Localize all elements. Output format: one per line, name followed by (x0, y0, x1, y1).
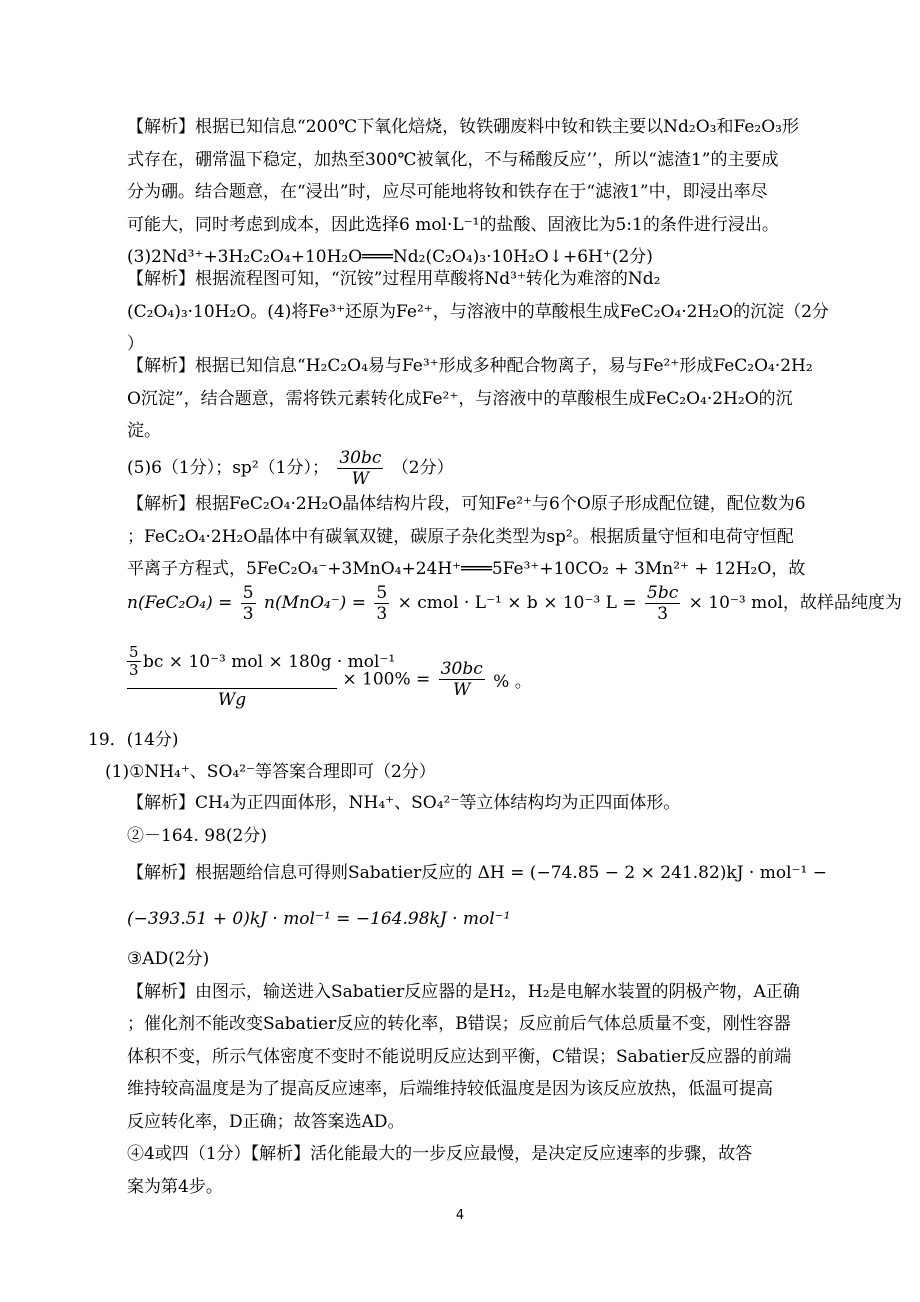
text-line: ） (127, 334, 144, 354)
text-line: 【解析】由图示，输送进入Sabatier反应器的是H₂，H₂是电解水装置的阴极产物，A正确 (127, 981, 800, 1002)
question-number: 19．(14分) (88, 730, 179, 750)
eq-term: × 100% = (342, 669, 431, 690)
fraction-numerator: 5 (242, 583, 254, 603)
fraction-denominator: 3 (657, 604, 669, 624)
text-line: 可能大，同时考虑到成本，因此选择6 mol·L⁻¹的盐酸、固液比为5:1的条件进行浸出。 (127, 214, 779, 235)
text-line: 淀。 (127, 421, 161, 441)
fraction-numerator: 5 (129, 643, 139, 661)
text-line: 【解析】根据已知信息“200℃下氧化焙烧，钕铁硼废料中钕和铁主要以Nd₂O₃和Fe₂O₃形 (127, 117, 799, 137)
text-line: 分为硼。结合题意，在“浸出”时，应尽可能地将钕和铁存在于“滤液1”中，即浸出率尽 (127, 182, 768, 202)
question-19-body-2 (127, 943, 827, 1203)
equation-line: 平离子方程式，5FeC₂O₄⁻+3MnO₄+24H⁺═══5Fe³⁺+10CO₂ + 3Mn²⁺ + 12H₂O，故 (127, 559, 806, 579)
text-line: 案为第4步。 (127, 1176, 223, 1197)
fraction (241, 583, 256, 624)
analysis-block-3 (127, 350, 827, 448)
big-fraction-numerator-text: bc × 10⁻³ mol × 180g · mol⁻¹ (143, 652, 396, 672)
fraction-denominator: W (351, 469, 370, 489)
fraction-denominator: 3 (129, 661, 139, 679)
question-19-part-1 (105, 756, 805, 789)
fraction (439, 659, 485, 700)
question-19-body (127, 787, 827, 852)
fraction-numerator: 5bc (647, 583, 679, 603)
text-line: 【解析】CH₄为正四面体形，NH₄⁺、SO₄²⁻等立体结构均为正四面体形。 (127, 793, 681, 813)
fraction (374, 583, 389, 624)
text-line: O沉淀”，结合题意，需将铁元素转化成Fe²⁺，与溶液中的草酸根生成FeC₂O₄·2H₂O的沉 (127, 388, 793, 409)
fraction-denominator: 3 (376, 604, 388, 624)
eq-term: × cmol · L⁻¹ × b × 10⁻³ L = (397, 593, 637, 613)
fraction-denominator: W (453, 680, 471, 700)
fraction-numerator: 30bc (440, 659, 483, 679)
eq-tail: × 10⁻³ mol，故样品纯度为 (688, 593, 902, 613)
delta-h-equation-line-2 (127, 903, 827, 936)
answer-5 (127, 444, 827, 492)
text-line: 体积不变，所示气体密度不变时不能说明反应达到平衡，C错误；Sabatier反应器的前端 (127, 1046, 792, 1067)
text-line: ；FeC₂O₄·2H₂O晶体中有碳氧双键，碳原子杂化类型为sp²。根据质量守恒和电荷守恒配 (127, 526, 794, 547)
fraction-numerator: 30bc (339, 448, 382, 468)
eq-term: n(MnO₄⁻) = (264, 593, 366, 613)
fraction-numerator: 5 (376, 583, 388, 603)
text-line: 【解析】根据已知信息“H₂C₂O₄易与Fe³⁺形成多种配合物离子，易与Fe²⁺形成FeC₂O₄·2H₂ (127, 356, 813, 376)
text-line: 【解析】根据FeC₂O₄·2H₂O晶体结构片段，可知Fe²⁺与6个O原子形成配位键，配位数为6 (127, 494, 806, 514)
analysis-block-5 (127, 488, 827, 586)
fraction-denominator: 3 (242, 604, 254, 624)
text-line: (1)①NH₄⁺、SO₄²⁻等答案合理即可（2分） (105, 762, 436, 782)
fraction (337, 448, 383, 489)
eq-lhs: n(FeC₂O₄) = (127, 593, 233, 613)
analysis-block-1 (127, 111, 827, 274)
analysis-block-2 (127, 263, 827, 361)
delta-h-equation-line-1 (127, 857, 827, 890)
big-fraction-denominator: Wg (217, 690, 247, 710)
page-number: 4 (455, 1208, 465, 1223)
text-line: ；催化剂不能改变Sabatier反应的转化率，B错误；反应前后气体总质量不变，刚性容器 (127, 1014, 791, 1034)
text-line: 【解析】根据题给信息可得则Sabatier反应的 ΔH = (−74.85 − 2 × 241.82)kJ · mol⁻¹ − (127, 863, 827, 883)
equation-n-feC2O4 (127, 583, 902, 624)
text-line: ②－164. 98(2分) (127, 825, 267, 846)
text-line: 维持较高温度是为了提高反应速率，后端维持较低温度是因为该反应放热，低温可提高 (127, 1079, 773, 1099)
answer-5-score: （2分） (391, 458, 454, 478)
text-line: (−393.51 + 0)kJ · mol⁻¹ = −164.98kJ · mol⁻¹ (127, 909, 511, 929)
equation-purity (127, 643, 532, 711)
fraction (645, 583, 680, 624)
fraction (127, 644, 141, 679)
text-line: 式存在，硼常温下稳定，加热至300℃被氧化，不与稀酸反应’’，所以“滤渣1”的主要成 (127, 149, 779, 170)
answer-5-text: (5)6（1分）；sp²（1分）； (127, 458, 329, 478)
text-line: ④4或四（1分）【解析】活化能最大的一步反应最慢，是决定反应速率的步骤，故答 (127, 1144, 753, 1164)
text-line: 【解析】根据流程图可知，“沉铵”过程用草酸将Nd³⁺转化为难溶的Nd₂ (127, 269, 661, 289)
equation-line: (3)2Nd³⁺+3H₂C₂O₄+10H₂O═══Nd₂(C₂O₄)₃·10H₂O↓+6H⁺(2分) (127, 247, 653, 267)
text-line: 反应转化率，D正确；故答案选AD。 (127, 1111, 405, 1132)
text-line: ③AD(2分) (127, 949, 210, 969)
question-19-heading (88, 724, 788, 757)
text-line: (C₂O₄)₃·10H₂O。(4)将Fe³⁺还原为Fe²⁺，与溶液中的草酸根生成FeC₂O₄·2H₂O的沉淀（2分 (127, 301, 829, 322)
eq-tail: % 。 (493, 672, 532, 692)
